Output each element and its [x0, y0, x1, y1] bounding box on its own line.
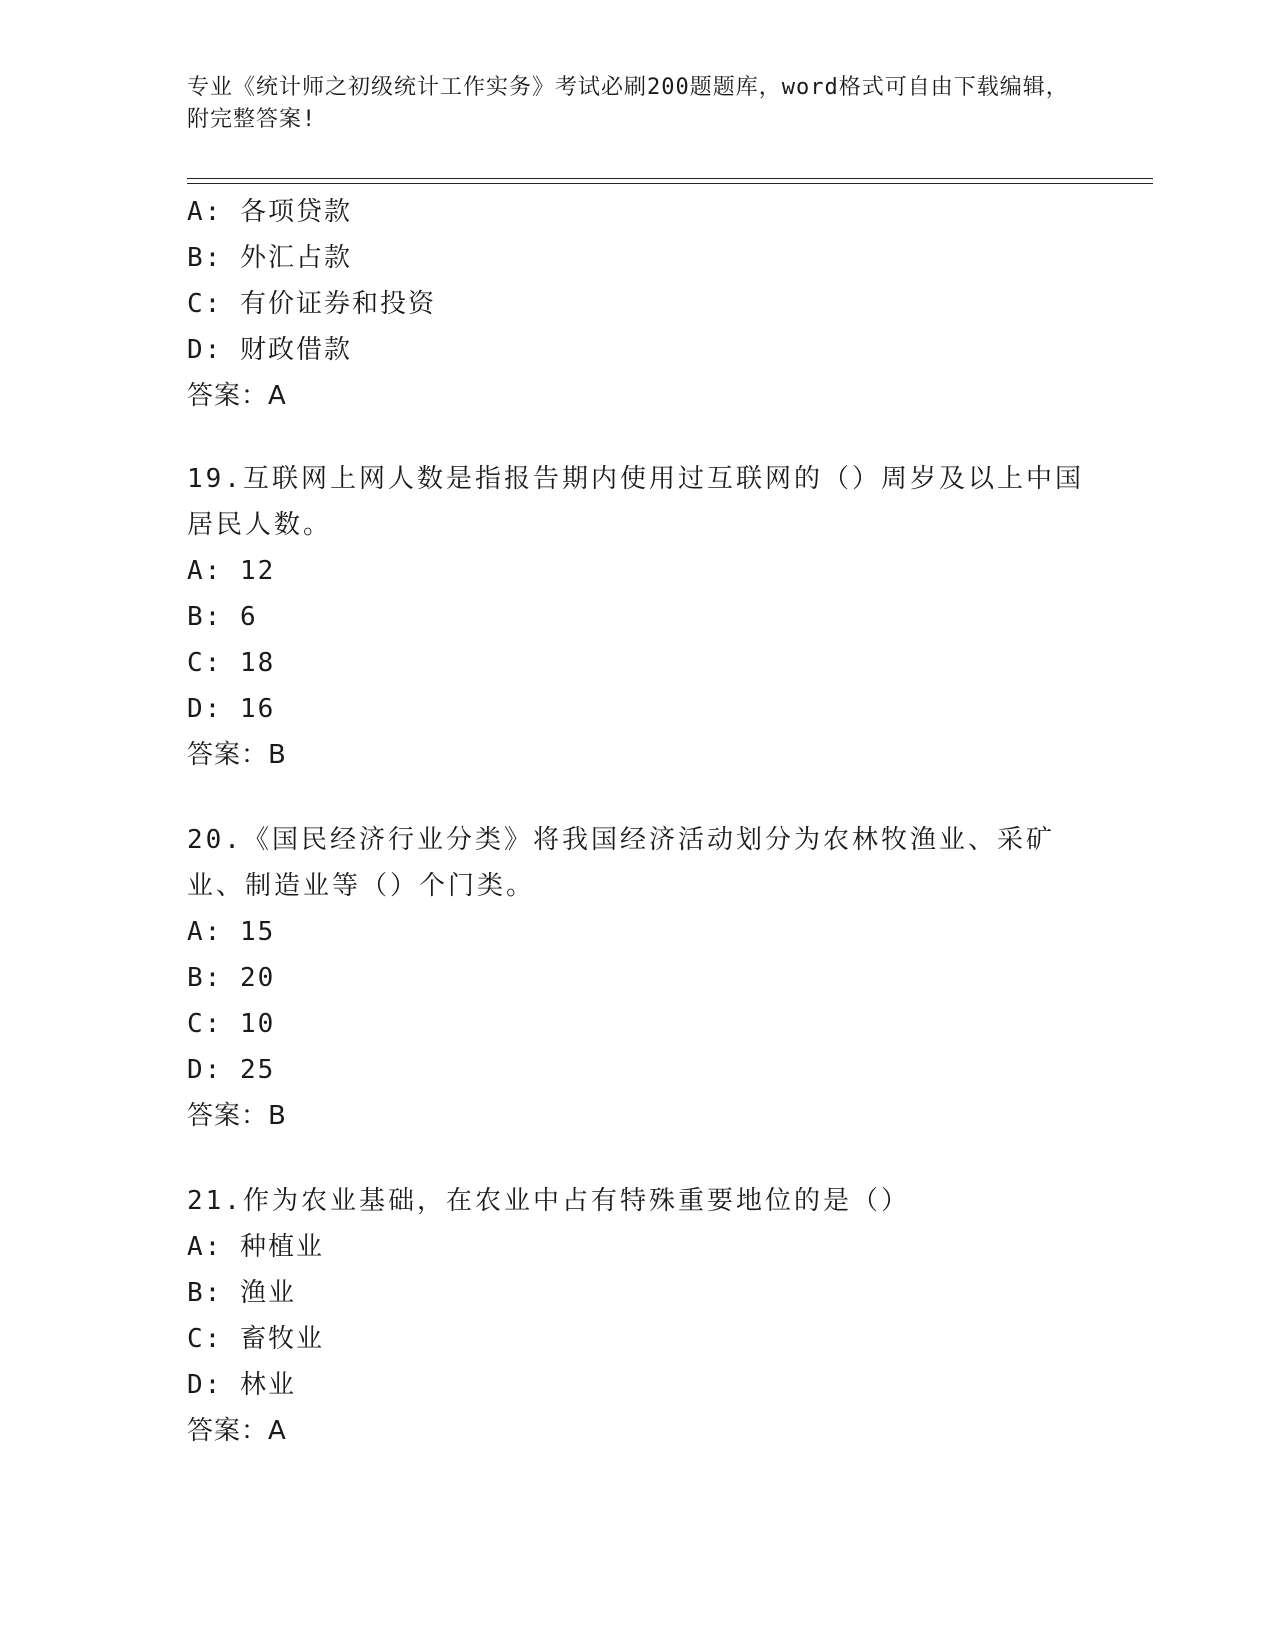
option-c: C: 畜牧业 [187, 1324, 324, 1354]
option-c: C: 18 [187, 648, 276, 678]
option-a: A: 15 [187, 917, 276, 947]
question-20 [187, 817, 1087, 1139]
question-21 [187, 1178, 1087, 1454]
option-c: C: 10 [187, 1009, 276, 1039]
answer: 答案：B [187, 1101, 287, 1131]
option-d: D: 16 [187, 694, 276, 724]
option-b: B: 渔业 [187, 1278, 296, 1308]
document-header: 专业《统计师之初级统计工作实务》考试必刷200题题库，word格式可自由下载编辑，附完整答案! [187, 75, 1069, 132]
question-text: 20.《国民经济行业分类》将我国经济活动划分为农林牧渔业、采矿业、制造业等（）个门类。 [187, 825, 1055, 901]
option-a: A: 种植业 [187, 1232, 324, 1262]
option-c: C: 有价证券和投资 [187, 289, 436, 319]
option-d: D: 林业 [187, 1370, 296, 1400]
option-a: A: 各项贷款 [187, 197, 352, 227]
question-text: 19.互联网上网人数是指报告期内使用过互联网的（）周岁及以上中国居民人数。 [187, 464, 1084, 540]
header-divider-top [187, 178, 1153, 179]
header-divider-bottom [187, 183, 1153, 184]
option-b: B: 外汇占款 [187, 243, 352, 273]
answer: 答案：A [187, 1416, 287, 1446]
question-19 [187, 456, 1087, 778]
question-18 [187, 189, 1087, 419]
option-b: B: 6 [187, 602, 258, 632]
option-a: A: 12 [187, 556, 276, 586]
question-text: 21.作为农业基础，在农业中占有特殊重要地位的是（） [187, 1186, 910, 1216]
option-d: D: 财政借款 [187, 335, 352, 365]
answer: 答案：B [187, 740, 287, 770]
answer: 答案：A [187, 381, 287, 411]
option-d: D: 25 [187, 1055, 276, 1085]
option-b: B: 20 [187, 963, 276, 993]
